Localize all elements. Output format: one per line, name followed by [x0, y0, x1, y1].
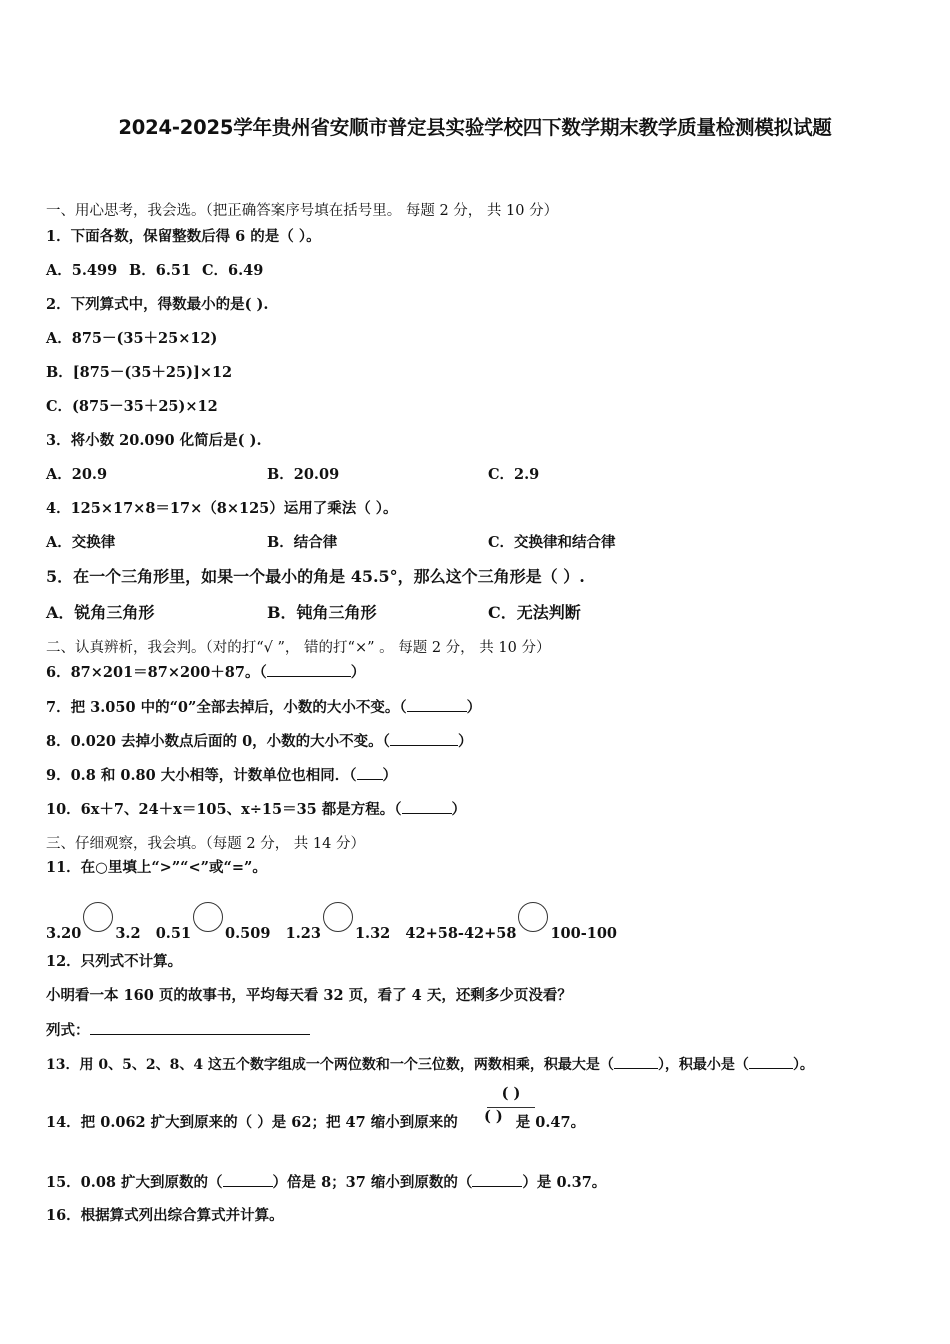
q15-part1: 15．0.08 扩大到原数的（ — [46, 1174, 223, 1191]
question-5: 5．在一个三角形里，如果一个最小的角是 45.5°，那么这个三角形是（ ）. — [46, 567, 585, 586]
section-2-heading: 二、认真辨析，我会判。（对的打“√ ”， 错的打“×” 。 每题 2 分， 共 10 分） — [46, 640, 551, 656]
q11-right-value: 3.2 — [115, 925, 141, 942]
q6-close: ） — [350, 664, 366, 681]
q1-option-a: A．5.499 — [46, 262, 118, 279]
q2-option-b: B．[875－(35＋25)]×12 — [46, 364, 233, 381]
question-11: 11．在○里填上“>”“<”或“=”。 — [46, 859, 267, 876]
q11-left-value: 0.51 — [155, 925, 192, 942]
q14-part2: 是 0.47。 — [515, 1114, 586, 1131]
q11-right-value: 1.32 — [354, 925, 391, 942]
q3-option-b: B．20.09 — [267, 466, 340, 483]
q14-part1: 14．把 0.062 扩大到原来的（ ）是 62；把 47 缩小到原来的 — [46, 1114, 458, 1131]
q15-part2: ）倍是 8；37 缩小到原数的（ — [272, 1174, 473, 1191]
question-1-options — [46, 261, 263, 281]
answer-blank[interactable] — [749, 1054, 793, 1069]
answer-blank[interactable] — [223, 1172, 273, 1187]
answer-blank[interactable] — [357, 765, 383, 780]
q13-part1: 13．用 0、5、2、8、4 这五个数字组成一个两位数和一个三位数，两数相乘，积最大是（ — [46, 1057, 614, 1073]
compare-circle[interactable] — [518, 902, 548, 932]
q1-option-c: C．6.49 — [202, 262, 264, 279]
question-12-problem: 小明看一本 160 页的故事书，平均每天看 32 页，看了 4 天，还剩多少页没看？ — [46, 987, 572, 1004]
question-3: 3．将小数 20.090 化简后是( ). — [46, 432, 262, 449]
q11-left-value: 1.23 — [285, 925, 321, 942]
q13-part2: ），积最小是（ — [657, 1057, 749, 1073]
section-1-heading: 一、用心思考，我会选。（把正确答案序号填在括号里。 每题 2 分， 共 10 分） — [46, 203, 559, 219]
compare-circle[interactable] — [83, 902, 113, 932]
q9-close: ） — [382, 767, 398, 784]
question-12-answer-line — [46, 1020, 310, 1041]
fraction-denominator: ( ) — [484, 1108, 503, 1125]
q6-text: 6．87×201＝87×200＋87。（ — [46, 664, 267, 681]
answer-blank[interactable] — [472, 1172, 522, 1187]
answer-blank[interactable] — [90, 1020, 310, 1035]
q12-label: 列式： — [46, 1022, 90, 1039]
q15-part3: ）是 0.37。 — [522, 1174, 607, 1191]
q2-option-c: C．(875－35＋25)×12 — [46, 398, 218, 415]
q11-left-value: 3.20 — [46, 925, 82, 942]
answer-blank[interactable] — [402, 799, 452, 814]
q10-text: 10．6x＋7、24＋x＝105、x÷15＝35 都是方程。（ — [46, 801, 402, 818]
question-4: 4．125×17×8＝17×（8×125）运用了乘法（ ）。 — [46, 500, 398, 517]
page-title: 2024-2025学年贵州省安顺市普定县实验学校四下数学期末教学质量检测模拟试题 — [118, 116, 832, 139]
q5-option-b: B．钝角三角形 — [267, 603, 377, 622]
question-8 — [46, 731, 472, 752]
q4-option-a: A．交换律 — [46, 534, 116, 551]
answer-blank[interactable] — [614, 1054, 658, 1069]
q5-option-c: C．无法判断 — [488, 603, 581, 622]
question-13 — [46, 1054, 814, 1075]
q9-text: 9．0.8 和 0.80 大小相等，计数单位也相同．（ — [46, 767, 357, 784]
question-11-comparisons — [46, 902, 617, 944]
q8-close: ） — [457, 733, 473, 750]
fraction-numerator: ( ) — [501, 1085, 521, 1102]
question-4-options — [46, 533, 616, 553]
question-3-options — [46, 465, 539, 485]
answer-blank[interactable] — [267, 662, 351, 677]
q13-part3: ）。 — [792, 1057, 814, 1073]
question-16: 16．根据算式列出综合算式并计算。 — [46, 1207, 284, 1224]
answer-blank[interactable] — [390, 731, 458, 746]
section-3-heading: 三、仔细观察，我会填。（每题 2 分， 共 14 分） — [46, 836, 365, 852]
question-9 — [46, 765, 397, 786]
q8-text: 8．0.020 去掉小数点后面的 0，小数的大小不变。（ — [46, 733, 390, 750]
question-7 — [46, 697, 481, 718]
question-2: 2．下列算式中，得数最小的是( ). — [46, 296, 269, 313]
q5-option-a: A．锐角三角形 — [46, 603, 155, 622]
question-15 — [46, 1172, 606, 1193]
answer-blank[interactable] — [407, 697, 467, 712]
q7-text: 7．把 3.050 中的“0”全部去掉后，小数的大小不变。（ — [46, 699, 407, 716]
question-5-options — [46, 603, 581, 623]
q2-option-a: A．875－(35＋25×12) — [46, 330, 218, 347]
compare-circle[interactable] — [323, 902, 353, 932]
q4-option-c: C．交换律和结合律 — [488, 534, 616, 551]
question-1: 1．下面各数，保留整数后得 6 的是（ ）。 — [46, 228, 321, 245]
question-10 — [46, 799, 466, 820]
question-12: 12．只列式不计算。 — [46, 953, 183, 970]
q7-close: ） — [466, 699, 482, 716]
q3-option-a: A．20.9 — [46, 466, 108, 483]
q4-option-b: B．结合律 — [267, 534, 338, 551]
q11-right-value: 100-100 — [550, 925, 618, 942]
q11-left-value: 42+58-42+58 — [405, 925, 517, 942]
question-6 — [46, 662, 365, 683]
compare-circle[interactable] — [193, 902, 223, 932]
q3-option-c: C．2.9 — [488, 466, 540, 483]
q11-right-value: 0.509 — [225, 925, 271, 942]
q10-close: ） — [451, 801, 467, 818]
q1-option-b: B．6.51 — [129, 262, 192, 279]
q14-fraction-blank[interactable] — [484, 1085, 538, 1125]
